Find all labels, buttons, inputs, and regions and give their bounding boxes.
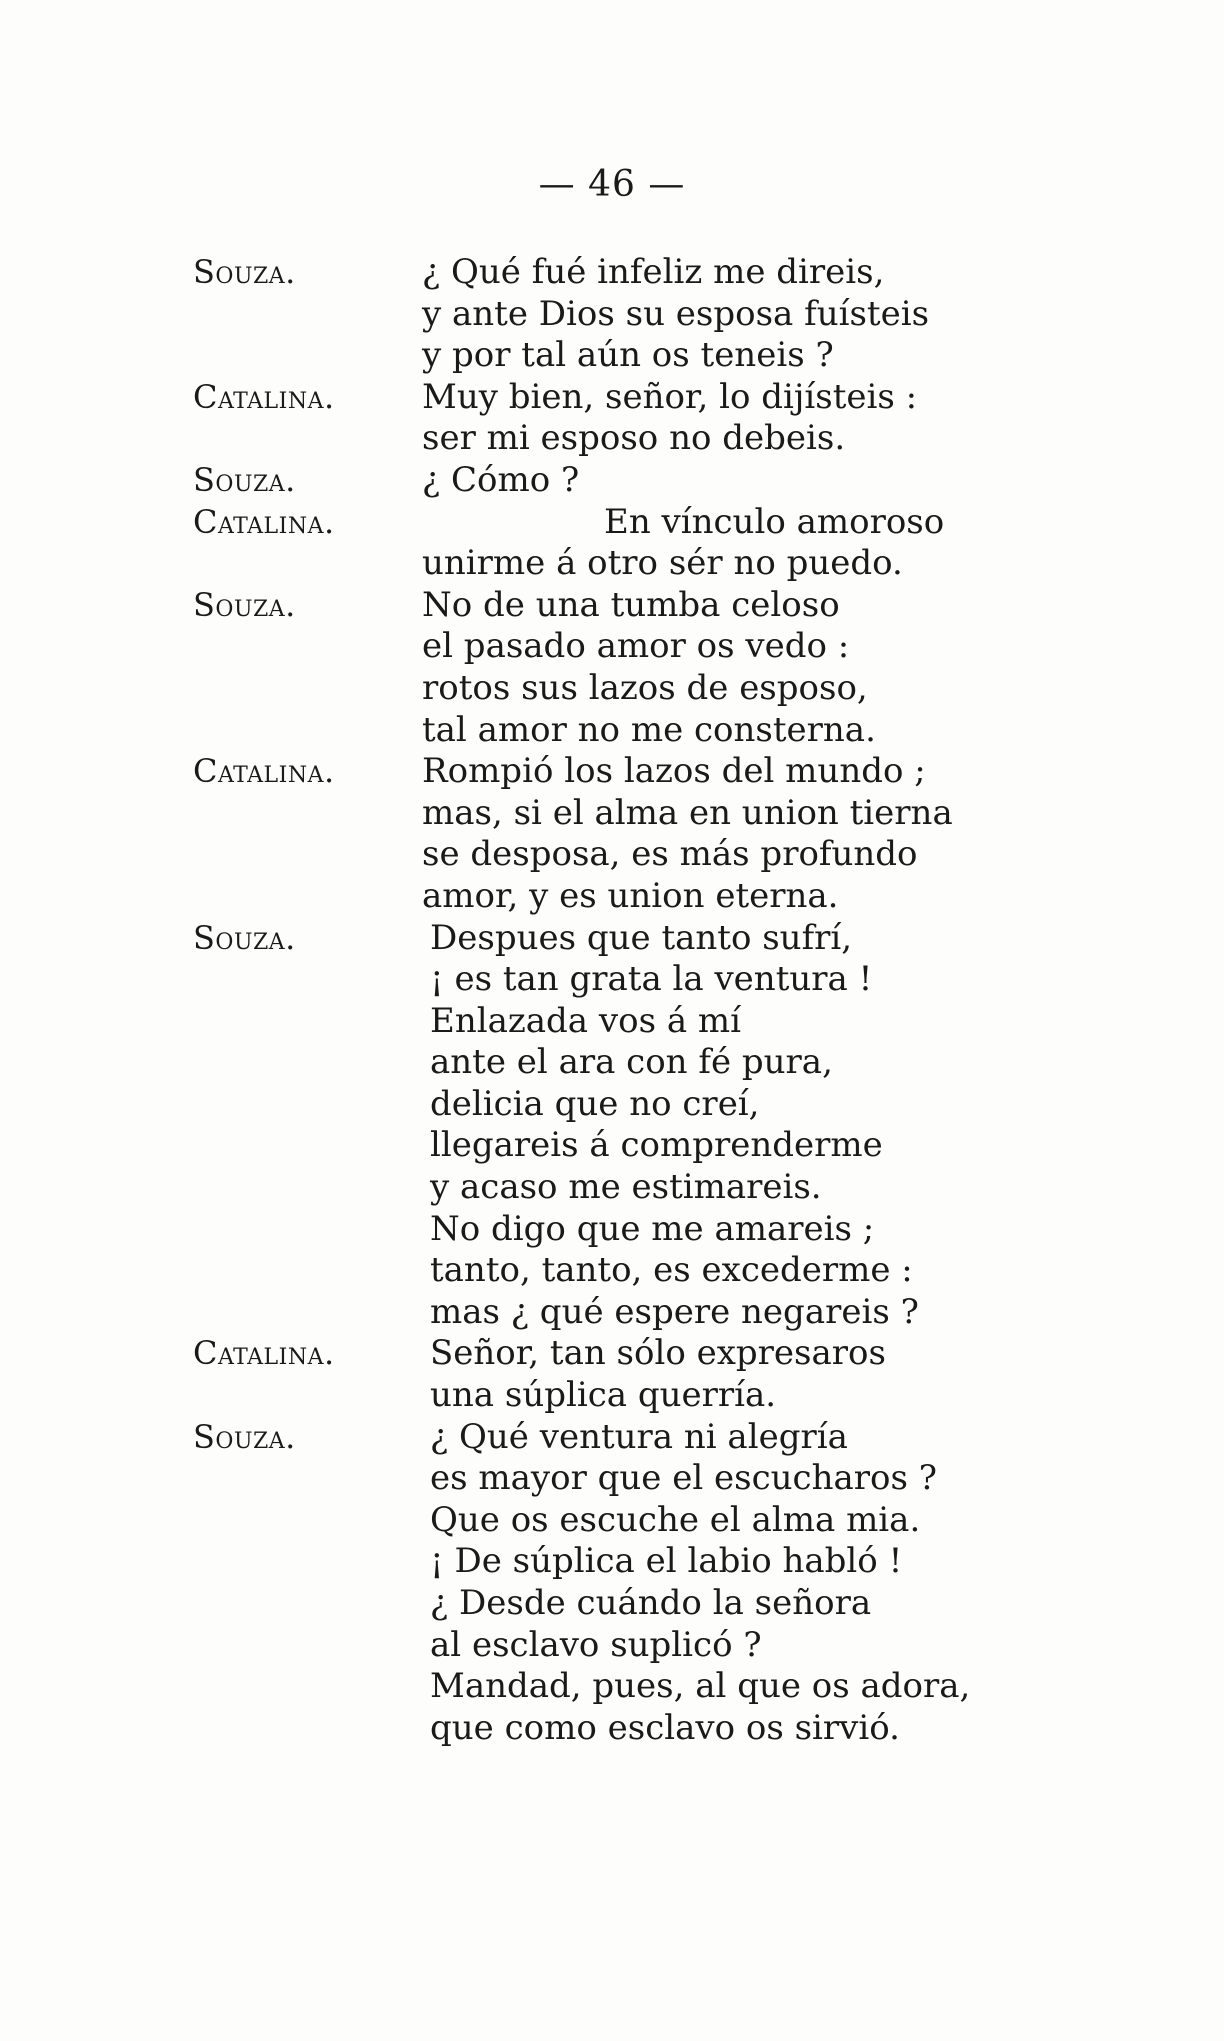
verse-text: ¿ Qué fué infeliz me direis, (422, 252, 885, 292)
speaker-name: Souza. (193, 460, 296, 499)
verse-text: rotos sus lazos de esposo, (422, 667, 868, 708)
verse-text: que como esclavo os sirvió. (430, 1707, 900, 1748)
verse-text: ¡ De súplica el labio habló ! (430, 1541, 903, 1582)
verse-line (0, 1333, 1224, 1375)
verse-line (0, 418, 1224, 460)
verse-text: En vínculo amoroso (604, 501, 945, 542)
speaker-name: Catalina. (193, 1334, 335, 1373)
verse-text: se desposa, es más profundo (422, 834, 918, 875)
verse-text: Despues que tanto sufrí, (430, 917, 853, 958)
verse-text: y por tal aún os teneis ? (422, 335, 834, 376)
verse-text: Muy bien, señor, lo dijísteis : (422, 376, 918, 417)
verse-line (0, 793, 1224, 835)
speaker-name: Catalina. (193, 377, 335, 416)
verse-text: ser mi esposo no debeis. (422, 418, 846, 459)
verse-line (0, 1625, 1224, 1667)
verse-line (0, 1708, 1224, 1750)
speaker-name: Catalina. (193, 752, 335, 791)
verse-text: ¿ Qué ventura ni alegría (430, 1416, 848, 1457)
verse-line (0, 1292, 1224, 1334)
verse-text: tanto, tanto, es excederme : (430, 1250, 913, 1291)
verse-line (0, 1209, 1224, 1251)
speaker-name: Souza. (193, 253, 296, 291)
verse-text: amor, y es union eterna. (422, 875, 839, 916)
speaker-name: Souza. (193, 1417, 296, 1456)
play-dialogue (0, 252, 1224, 1749)
verse-text: tal amor no me consterna. (422, 709, 876, 750)
verse-line (0, 1167, 1224, 1209)
verse-line (0, 1001, 1224, 1043)
verse-text: ante el ara con fé pura, (430, 1042, 833, 1083)
verse-line (0, 1042, 1224, 1084)
verse-text: y ante Dios su esposa fuísteis (422, 293, 930, 334)
verse-text: Que os escuche el alma mia. (430, 1499, 921, 1540)
verse-line (0, 294, 1224, 336)
verse-text: ¿ Desde cuándo la señora (430, 1583, 872, 1623)
verse-line (0, 1458, 1224, 1500)
verse-text: ¿ Cómo ? (422, 459, 580, 500)
verse-text: mas ¿ qué espere negareis ? (430, 1291, 919, 1332)
verse-text: y acaso me estimareis. (430, 1167, 822, 1208)
verse-line (0, 543, 1224, 585)
verse-text: Rompió los lazos del mundo ; (422, 751, 926, 792)
verse-text: mas, si el alma en union tierna (422, 792, 953, 833)
verse-text: el pasado amor os vedo : (422, 626, 850, 667)
verse-line (0, 918, 1224, 960)
verse-text: ¡ es tan grata la ventura ! (430, 959, 873, 1000)
verse-line (0, 502, 1224, 544)
verse-line (0, 626, 1224, 668)
verse-line (0, 1250, 1224, 1292)
verse-line (0, 1666, 1224, 1708)
verse-line (0, 1125, 1224, 1167)
verse-text: al esclavo suplicó ? (430, 1624, 762, 1665)
verse-text: una súplica querría. (430, 1375, 777, 1416)
verse-line (0, 335, 1224, 377)
page-number: — 46 — (538, 164, 686, 205)
verse-line (0, 959, 1224, 1001)
verse-text: Señor, tan sólo expresaros (430, 1333, 886, 1374)
verse-line (0, 460, 1224, 502)
verse-line (0, 876, 1224, 918)
verse-line (0, 1375, 1224, 1417)
verse-line (0, 1500, 1224, 1542)
verse-text: Mandad, pues, al que os adora, (430, 1666, 971, 1707)
speaker-name: Catalina. (193, 502, 335, 541)
verse-line (0, 252, 1224, 294)
verse-line (0, 668, 1224, 710)
verse-line (0, 1541, 1224, 1583)
verse-line (0, 1583, 1224, 1625)
verse-line (0, 751, 1224, 793)
verse-text: delicia que no creí, (430, 1083, 760, 1124)
verse-line (0, 377, 1224, 419)
verse-line (0, 1084, 1224, 1126)
verse-text: No digo que me amareis ; (430, 1208, 875, 1249)
verse-text: llegareis á comprenderme (430, 1125, 883, 1166)
verse-text: No de una tumba celoso (422, 584, 840, 625)
verse-line (0, 585, 1224, 627)
verse-text: es mayor que el escucharos ? (430, 1458, 937, 1499)
verse-line (0, 834, 1224, 876)
verse-text: unirme á otro sér no puedo. (422, 543, 903, 584)
verse-line (0, 1417, 1224, 1459)
speaker-name: Souza. (193, 918, 296, 957)
verse-line (0, 710, 1224, 752)
verse-text: Enlazada vos á mí (430, 1000, 742, 1041)
speaker-name: Souza. (193, 585, 296, 624)
